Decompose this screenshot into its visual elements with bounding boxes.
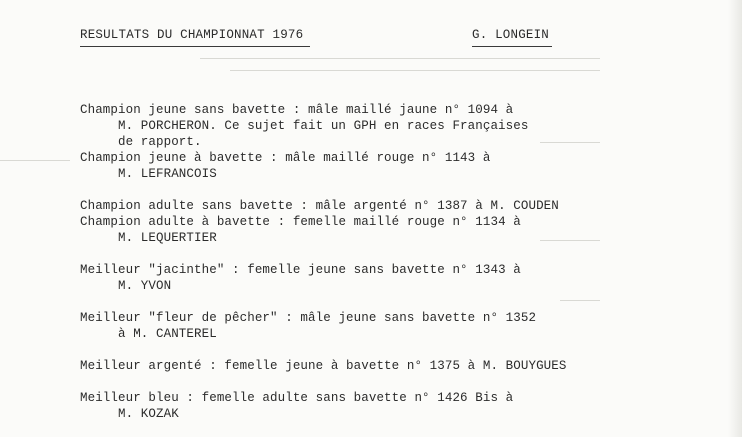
result-line: Meilleur argenté : femelle jeune à bavette n° 1375 à M. BOUYGUES bbox=[80, 359, 567, 373]
result-line: M. KOZAK bbox=[118, 407, 179, 421]
author-underline bbox=[472, 46, 552, 47]
result-line: Meilleur bleu : femelle adulte sans bavette n° 1426 Bis à bbox=[80, 391, 514, 405]
result-line: M. PORCHERON. Ce sujet fait un GPH en races Françaises bbox=[118, 119, 529, 133]
result-line: Champion jeune à bavette : mâle maillé rouge n° 1143 à bbox=[80, 151, 491, 165]
bleed-through-line bbox=[230, 70, 600, 71]
bleed-through-line bbox=[540, 240, 600, 241]
result-line: Meilleur "fleur de pêcher" : mâle jeune sans bavette n° 1352 bbox=[80, 311, 537, 325]
bleed-through-line bbox=[200, 58, 600, 59]
title-underline bbox=[80, 46, 310, 47]
bleed-through-line bbox=[540, 142, 600, 143]
bleed-through-line bbox=[560, 300, 600, 301]
result-line: de rapport. bbox=[118, 135, 202, 149]
result-line: Meilleur "jacinthe" : femelle jeune sans bavette n° 1343 à bbox=[80, 263, 521, 277]
result-line: M. LEFRANCOIS bbox=[118, 167, 217, 181]
document-author: G. LONGEIN bbox=[472, 28, 550, 42]
result-line: Champion adulte à bavette : femelle maillé rouge n° 1134 à bbox=[80, 215, 521, 229]
result-line: M. LEQUERTIER bbox=[118, 231, 217, 245]
result-line: Champion adulte sans bavette : mâle argenté n° 1387 à M. COUDEN bbox=[80, 199, 559, 213]
result-line: à M. CANTEREL bbox=[118, 327, 217, 341]
page-edge-shadow bbox=[728, 0, 742, 437]
document-title: RESULTATS DU CHAMPIONNAT 1976 bbox=[80, 28, 304, 42]
result-line: M. YVON bbox=[118, 279, 172, 293]
bleed-through-line bbox=[0, 160, 70, 161]
result-line: Champion jeune sans bavette : mâle maillé jaune n° 1094 à bbox=[80, 103, 514, 117]
